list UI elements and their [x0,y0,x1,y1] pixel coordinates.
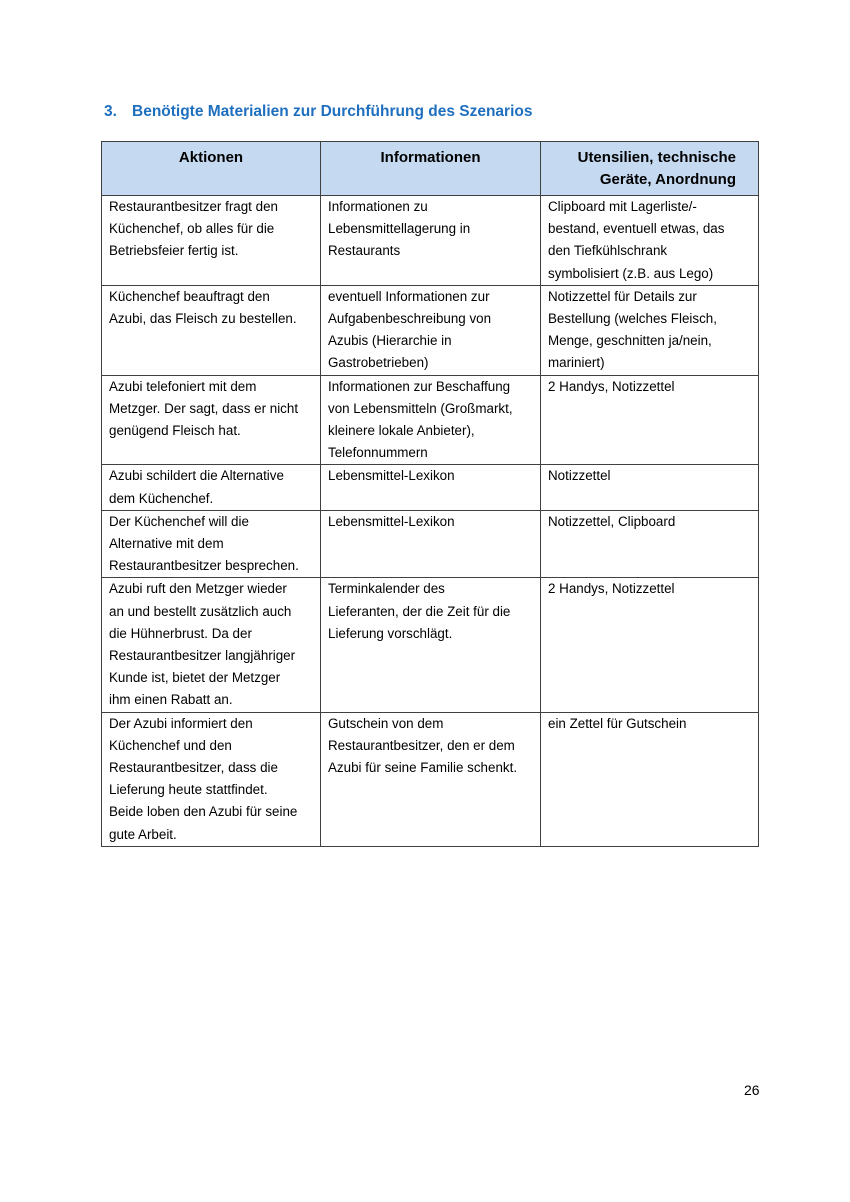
table-cell-aktion: Azubi schildert die Alternative dem Küchenchef. [102,465,321,510]
table-row [102,510,759,578]
table-cell-utensilien: 2 Handys, Notizzettel [541,578,759,712]
table-cell-utensilien: Clipboard mit Lagerliste/- bestand, eventuell etwas, das den Tiefkühlschrank symbolisiert (z.B. aus Lego) [541,196,759,286]
header-aktionen: Aktionen [102,142,321,196]
table-cell-information: Gutschein von dem Restaurantbesitzer, den er dem Azubi für seine Familie schenkt. [321,712,541,846]
header-informationen: Informationen [321,142,541,196]
table-row [102,375,759,465]
table-cell-utensilien: Notizzettel [541,465,759,510]
section-title: Benötigte Materialien zur Durchführung des Szenarios [132,103,533,120]
table-cell-aktion: Azubi telefoniert mit dem Metzger. Der sagt, dass er nicht genügend Fleisch hat. [102,375,321,465]
table-cell-utensilien: Notizzettel für Details zur Bestellung (welches Fleisch, Menge, geschnitten ja/nein, mariniert) [541,285,759,375]
table-cell-information: eventuell Informationen zur Aufgabenbeschreibung von Azubis (Hierarchie in Gastrobetrieben) [321,285,541,375]
table-cell-utensilien: Notizzettel, Clipboard [541,510,759,578]
table-row [102,465,759,510]
table-cell-aktion: Küchenchef beauftragt den Azubi, das Fleisch zu bestellen. [102,285,321,375]
table-header-row [102,142,759,196]
table-row [102,712,759,846]
table-cell-information: Terminkalender des Lieferanten, der die Zeit für die Lieferung vorschlägt. [321,578,541,712]
page-number: 26 [744,1082,760,1098]
header-utensilien: Utensilien, technische Geräte, Anordnung [541,142,759,196]
table-cell-information: Lebensmittel-Lexikon [321,510,541,578]
table-cell-information: Lebensmittel-Lexikon [321,465,541,510]
section-heading [104,103,532,121]
table-cell-information: Informationen zur Beschaffung von Lebensmitteln (Großmarkt, kleinere lokale Anbieter), Telefonnummern [321,375,541,465]
table-cell-utensilien: 2 Handys, Notizzettel [541,375,759,465]
materials-table [101,141,759,847]
table-cell-aktion: Der Küchenchef will die Alternative mit dem Restaurantbesitzer besprechen. [102,510,321,578]
table-cell-information: Informationen zu Lebensmittellagerung in Restaurants [321,196,541,286]
section-number: 3. [104,103,117,120]
table-row [102,578,759,712]
table-cell-utensilien: ein Zettel für Gutschein [541,712,759,846]
table-cell-aktion: Der Azubi informiert den Küchenchef und den Restaurantbesitzer, dass die Lieferung heute stattfindet. Beide loben den Azubi für seine gute Arbeit. [102,712,321,846]
table-cell-aktion: Restaurantbesitzer fragt den Küchenchef, ob alles für die Betriebsfeier fertig ist. [102,196,321,286]
table-row [102,196,759,286]
table-cell-aktion: Azubi ruft den Metzger wieder an und bestellt zusätzlich auch die Hühnerbrust. Da der Restaurantbesitzer langjähriger Kunde ist, bietet der Metzger ihm einen Rabatt an. [102,578,321,712]
table-row [102,285,759,375]
